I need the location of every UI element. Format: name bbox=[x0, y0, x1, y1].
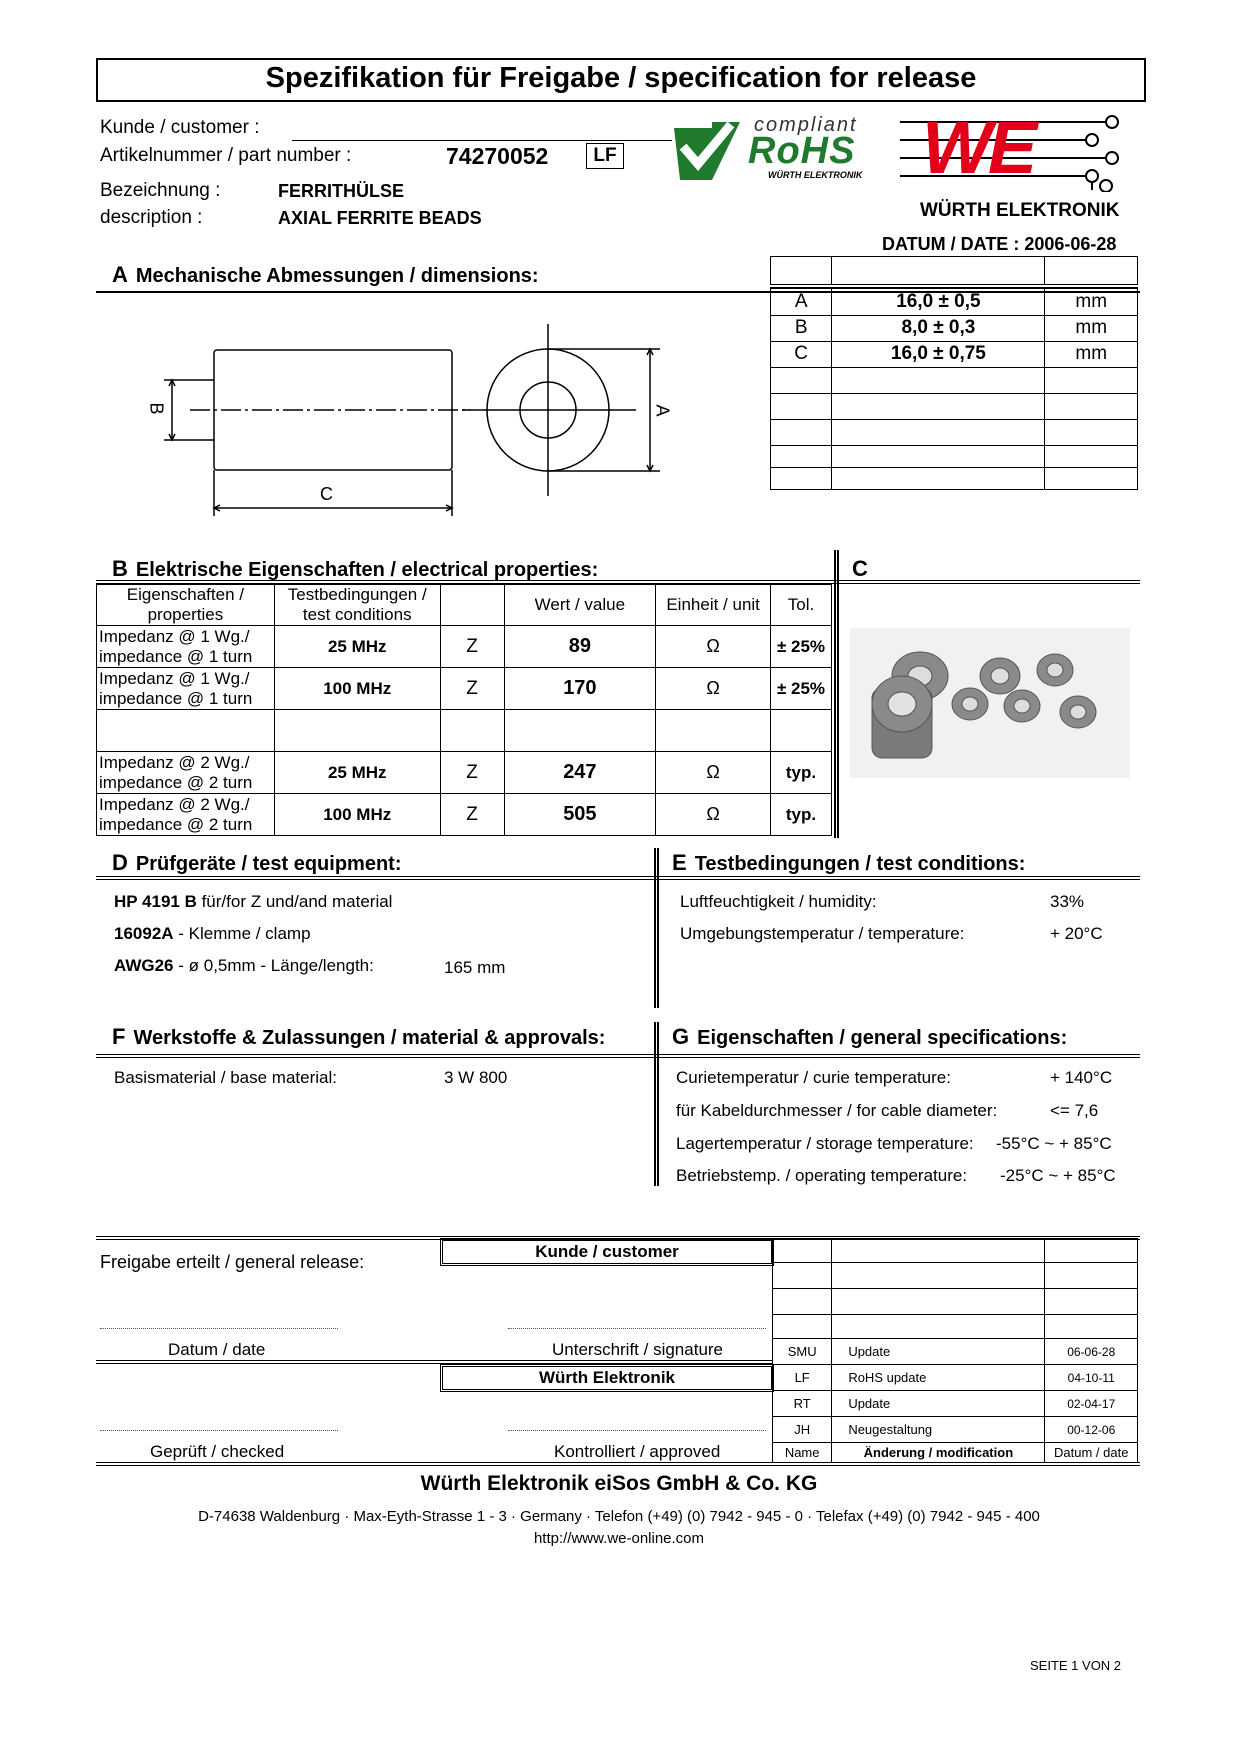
row-property: Impedanz @ 1 Wg./ impedance @ 1 turn bbox=[97, 668, 275, 710]
drawing-label-c: C bbox=[320, 484, 333, 504]
date-label: DATUM / DATE : 2006-06-28 bbox=[882, 234, 1117, 254]
section-a-title bbox=[112, 262, 539, 288]
revision-name: RT bbox=[773, 1391, 832, 1417]
dim-value: 8,0 ± 0,3 bbox=[832, 315, 1045, 341]
revision-footer-date: Datum / date bbox=[1045, 1443, 1138, 1463]
storage-label: Lagertemperatur / storage temperature: bbox=[676, 1134, 974, 1153]
revision-change: Update bbox=[832, 1339, 1045, 1365]
row-tolerance: typ. bbox=[771, 752, 832, 794]
revision-date: 00-12-06 bbox=[1045, 1417, 1138, 1443]
operating-label: Betriebstemp. / operating temperature: bbox=[676, 1166, 968, 1185]
header-unit: Einheit / unit bbox=[656, 585, 771, 626]
dim-unit: mm bbox=[1045, 288, 1138, 315]
section-d-title bbox=[112, 850, 402, 876]
revision-change: Neugestaltung bbox=[832, 1417, 1045, 1443]
revision-change: Update bbox=[832, 1391, 1045, 1417]
we-brand-text: WÜRTH ELEKTRONIK bbox=[920, 200, 1120, 221]
we-logo bbox=[896, 106, 1136, 222]
bezeichnung-value: FERRITHÜLSE bbox=[278, 181, 404, 201]
temperature-value: + 20°C bbox=[1050, 924, 1103, 943]
section-a-letter: A bbox=[112, 262, 128, 287]
section-c-letter: C bbox=[852, 556, 868, 581]
signature-dotted-line bbox=[508, 1328, 766, 1329]
section-b-heading: Elektrische Eigenschaften / electrical properties: bbox=[135, 559, 599, 581]
row-condition: 25 MHz bbox=[274, 752, 440, 794]
row-symbol: Z bbox=[440, 626, 504, 668]
dim-value: 16,0 ± 0,75 bbox=[832, 341, 1045, 367]
checked-dotted-line bbox=[100, 1430, 338, 1431]
customer-label: Kunde / customer : bbox=[100, 117, 260, 138]
dim-unit: mm bbox=[1045, 315, 1138, 341]
section-b-letter: B bbox=[112, 556, 128, 581]
revision-row bbox=[773, 1339, 1138, 1365]
page-number: SEITE 1 VON 2 bbox=[1030, 1658, 1122, 1673]
revision-date: 06-06-28 bbox=[1045, 1339, 1138, 1365]
row-value: 89 bbox=[504, 626, 656, 668]
dimension-row bbox=[771, 315, 1138, 341]
section-f-heading: Werkstoffe & Zulassungen / material & approvals: bbox=[133, 1027, 606, 1049]
rohs-text: RoHS bbox=[748, 130, 856, 172]
we-box: Würth Elektronik bbox=[440, 1364, 774, 1392]
row-unit: Ω bbox=[656, 668, 771, 710]
section-d-heading: Prüfgeräte / test equipment: bbox=[135, 853, 402, 875]
section-c-title bbox=[852, 556, 876, 582]
electrical-header-row bbox=[97, 585, 832, 626]
row-condition: 100 MHz bbox=[274, 794, 440, 836]
dim-letter: B bbox=[771, 315, 832, 341]
section-bc-divider bbox=[834, 550, 839, 838]
revision-row bbox=[773, 1391, 1138, 1417]
row-symbol: Z bbox=[440, 752, 504, 794]
checked-label: Geprüft / checked bbox=[150, 1442, 285, 1461]
revision-name: LF bbox=[773, 1365, 832, 1391]
section-g-letter: G bbox=[672, 1024, 690, 1049]
header-value: Wert / value bbox=[504, 585, 656, 626]
row-value: 247 bbox=[504, 752, 656, 794]
row-property: Impedanz @ 2 Wg./ impedance @ 2 turn bbox=[97, 794, 275, 836]
revision-table bbox=[772, 1238, 1138, 1463]
equipment-1-name: HP 4191 B bbox=[114, 892, 197, 911]
revision-name: JH bbox=[773, 1417, 832, 1443]
approved-dotted-line bbox=[508, 1430, 766, 1431]
curie-value: + 140°C bbox=[1050, 1068, 1113, 1087]
header-properties: Eigenschaften / properties bbox=[97, 585, 275, 626]
dim-value: 16,0 ± 0,5 bbox=[832, 288, 1045, 315]
rohs-compliant-text: compliant bbox=[754, 114, 858, 136]
section-d-letter: D bbox=[112, 850, 128, 875]
section-a-heading: Mechanische Abmessungen / dimensions: bbox=[135, 265, 539, 287]
humidity-value: 33% bbox=[1050, 892, 1085, 911]
operating-value: -25°C ~ + 85°C bbox=[1000, 1166, 1116, 1185]
part-number: 74270052 bbox=[446, 143, 549, 169]
table-row bbox=[97, 794, 832, 836]
rohs-sub-text: WÜRTH ELEKTRONIK bbox=[768, 170, 863, 180]
dimension-table bbox=[770, 256, 1138, 490]
description-label: description : bbox=[100, 207, 203, 228]
date-dotted-line bbox=[100, 1328, 338, 1329]
approved-label: Kontrolliert / approved bbox=[554, 1442, 721, 1461]
revision-name: SMU bbox=[773, 1339, 832, 1365]
company-url: http://www.we-online.com bbox=[533, 1530, 705, 1547]
customer-box: Kunde / customer bbox=[440, 1238, 774, 1266]
section-f-letter: F bbox=[112, 1024, 126, 1049]
company-address: D-74638 Waldenburg · Max-Eyth-Strasse 1 - 3 · Germany · Telefon (+49) (0) 7942 - 945 - 0 · Telefax (+49) (0) 7942 - 945 - 400 bbox=[198, 1508, 1040, 1525]
drawing-label-b: B bbox=[146, 402, 167, 415]
company-name: Würth Elektronik eiSos GmbH & Co. KG bbox=[420, 1472, 818, 1495]
row-unit: Ω bbox=[656, 794, 771, 836]
ferrite-beads-photo bbox=[850, 628, 1130, 778]
section-fg-rule bbox=[96, 1054, 1140, 1058]
customer-line bbox=[292, 140, 672, 141]
base-material-value: 3 W 800 bbox=[444, 1068, 508, 1087]
cable-label: für Kabeldurchmesser / for cable diameter: bbox=[676, 1101, 998, 1120]
equipment-3-name: AWG26 bbox=[114, 956, 174, 975]
row-tolerance: typ. bbox=[771, 794, 832, 836]
row-value: 170 bbox=[504, 668, 656, 710]
temperature-label: Umgebungstemperatur / temperature: bbox=[680, 924, 965, 943]
section-e-title bbox=[672, 850, 1025, 876]
row-property: Impedanz @ 1 Wg./ impedance @ 1 turn bbox=[97, 626, 275, 668]
dimension-drawing bbox=[150, 320, 690, 520]
part-number-label: Artikelnummer / part number : bbox=[100, 145, 352, 166]
signature-label: Unterschrift / signature bbox=[552, 1340, 724, 1359]
row-condition: 100 MHz bbox=[274, 668, 440, 710]
table-row bbox=[97, 710, 832, 752]
revision-date: 02-04-17 bbox=[1045, 1391, 1138, 1417]
dim-letter: A bbox=[771, 288, 832, 315]
curie-label: Curietemperatur / curie temperature: bbox=[676, 1068, 951, 1087]
row-unit: Ω bbox=[656, 626, 771, 668]
header-test-conditions: Testbedingungen / test conditions bbox=[274, 585, 440, 626]
section-g-title bbox=[672, 1024, 1067, 1050]
section-de-rule bbox=[96, 876, 1140, 880]
dimension-row bbox=[771, 341, 1138, 367]
revision-footer-name: Name bbox=[773, 1443, 832, 1463]
dim-unit: mm bbox=[1045, 341, 1138, 367]
humidity-label: Luftfeuchtigkeit / humidity: bbox=[680, 892, 877, 911]
row-tolerance: ± 25% bbox=[771, 626, 832, 668]
description-value: AXIAL FERRITE BEADS bbox=[278, 208, 482, 228]
row-symbol: Z bbox=[440, 794, 504, 836]
row-unit: Ω bbox=[656, 752, 771, 794]
bezeichnung-label: Bezeichnung : bbox=[100, 180, 221, 201]
cable-value: <= 7,6 bbox=[1050, 1101, 1099, 1120]
row-condition: 25 MHz bbox=[274, 626, 440, 668]
row-property: Impedanz @ 2 Wg./ impedance @ 2 turn bbox=[97, 752, 275, 794]
table-row bbox=[97, 752, 832, 794]
equipment-2-name: 16092A bbox=[114, 924, 174, 943]
equipment-2-desc: - Klemme / clamp bbox=[173, 924, 311, 943]
we-logo-text: WE bbox=[922, 106, 1034, 189]
table-row bbox=[97, 668, 832, 710]
lf-badge: LF bbox=[586, 143, 624, 169]
table-row bbox=[97, 626, 832, 668]
row-symbol: Z bbox=[440, 668, 504, 710]
page-title: Spezifikation für Freigabe / specification for release bbox=[265, 62, 977, 94]
equipment-line-1 bbox=[114, 892, 392, 912]
revision-footer-change: Änderung / modification bbox=[832, 1443, 1045, 1463]
section-f-title bbox=[112, 1024, 605, 1050]
revision-row bbox=[773, 1365, 1138, 1391]
revision-footer-row bbox=[773, 1443, 1138, 1463]
base-material-label: Basismaterial / base material: bbox=[114, 1068, 337, 1087]
row-tolerance: ± 25% bbox=[771, 668, 832, 710]
revision-row bbox=[773, 1417, 1138, 1443]
equipment-line-3 bbox=[114, 956, 374, 976]
section-b-title bbox=[112, 556, 598, 582]
equipment-3-desc: - ø 0,5mm - Länge/length: bbox=[173, 956, 374, 975]
storage-value: -55°C ~ + 85°C bbox=[996, 1134, 1112, 1153]
header-tolerance: Tol. bbox=[771, 585, 832, 626]
section-e-heading: Testbedingungen / test conditions: bbox=[694, 853, 1026, 875]
rohs-logo bbox=[672, 116, 894, 182]
equipment-1-desc: für/for Z und/and material bbox=[196, 892, 393, 911]
electrical-table bbox=[96, 584, 832, 836]
section-de-divider bbox=[654, 848, 659, 1008]
section-fg-divider bbox=[654, 1022, 659, 1186]
datum-label: Datum / date bbox=[168, 1340, 266, 1359]
revision-date: 04-10-11 bbox=[1045, 1365, 1138, 1391]
equipment-3-value: 165 mm bbox=[444, 958, 506, 977]
row-value: 505 bbox=[504, 794, 656, 836]
equipment-line-2 bbox=[114, 924, 311, 944]
drawing-label-a: A bbox=[652, 404, 673, 417]
checkmark-icon bbox=[672, 118, 742, 182]
revision-change: RoHS update bbox=[832, 1365, 1045, 1391]
general-release-label: Freigabe erteilt / general release: bbox=[100, 1252, 365, 1272]
section-e-letter: E bbox=[672, 850, 687, 875]
dim-letter: C bbox=[771, 341, 832, 367]
dimension-row bbox=[771, 288, 1138, 315]
section-g-heading: Eigenschaften / general specifications: bbox=[697, 1027, 1068, 1049]
